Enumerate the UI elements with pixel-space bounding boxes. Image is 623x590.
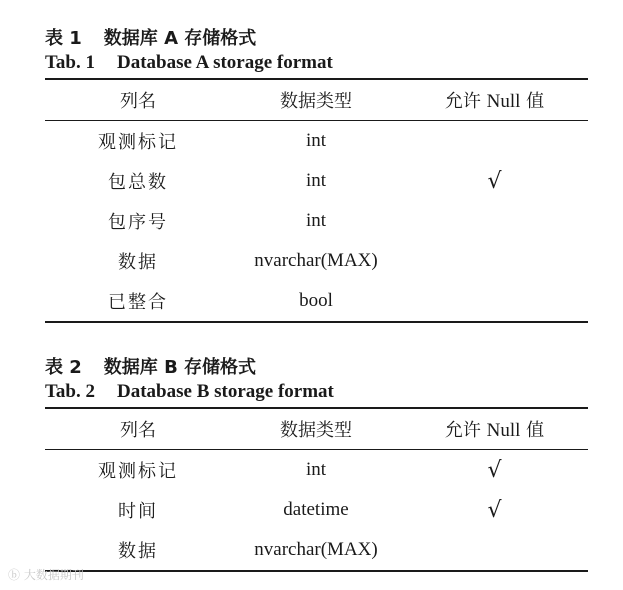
table-b-caption-en bbox=[45, 381, 588, 407]
table-a-cell-name: 包序号 bbox=[108, 212, 168, 233]
table-b-header-type: 数据类型 bbox=[280, 420, 352, 441]
table-row bbox=[45, 201, 588, 241]
table-a bbox=[45, 78, 588, 323]
table-a-cell-null bbox=[401, 121, 588, 162]
table-a-cell-null bbox=[401, 241, 588, 281]
table-a-cell-type: int bbox=[305, 170, 327, 191]
table-a-header-type: 数据类型 bbox=[280, 91, 352, 112]
table-a-cell-name: 已整合 bbox=[108, 292, 168, 313]
table-row bbox=[45, 450, 588, 491]
table-a-caption-cn bbox=[45, 28, 588, 52]
watermark-text: 大数据期刊 bbox=[23, 568, 84, 582]
table-a-header-null-suffix: 值 bbox=[526, 91, 545, 112]
table-b-cell-type: int bbox=[305, 459, 327, 480]
table-row bbox=[45, 281, 588, 322]
table-b-header-null-prefix: 允许 bbox=[444, 420, 481, 441]
table-a-cell-name: 观测标记 bbox=[98, 132, 178, 153]
table-b-header-null bbox=[401, 408, 588, 450]
table-a-cell-name: 包总数 bbox=[108, 172, 168, 193]
table-b-cell-null: √ bbox=[487, 497, 502, 523]
table-row bbox=[45, 121, 588, 162]
table-row bbox=[45, 530, 588, 571]
table-b-cell-null bbox=[401, 530, 588, 571]
table-b-caption-en-title: Database B storage format bbox=[117, 381, 334, 402]
table-a-caption-en-title: Database A storage format bbox=[117, 52, 333, 73]
table-a-cell-type: int bbox=[305, 210, 327, 231]
table-a-cell-null bbox=[401, 281, 588, 322]
table-row bbox=[45, 490, 588, 530]
table-row bbox=[45, 161, 588, 201]
table-b-caption-cn-number: 表 2 bbox=[45, 357, 82, 378]
table-a-cell-type: bool bbox=[299, 290, 333, 311]
table-b-cell-null: √ bbox=[487, 457, 502, 483]
table-b-cell-type: nvarchar(MAX) bbox=[254, 539, 378, 560]
table-b-caption-cn bbox=[45, 357, 588, 381]
table-b-block bbox=[45, 357, 588, 572]
table-b-cell-name: 数据 bbox=[118, 541, 158, 562]
table-b-header-null-suffix: 值 bbox=[526, 420, 545, 441]
table-a-cell-null: √ bbox=[487, 168, 502, 194]
watermark-logo-icon: ⓑ bbox=[8, 568, 21, 582]
table-a-header-null-prefix: 允许 bbox=[444, 91, 481, 112]
table-b-header-name: 列名 bbox=[120, 420, 156, 441]
table-a-header-row bbox=[45, 79, 588, 121]
table-b-caption-en-number: Tab. 2 bbox=[45, 381, 95, 402]
table-b-cell-type: datetime bbox=[283, 499, 349, 520]
table-b bbox=[45, 407, 588, 572]
table-b-header-row bbox=[45, 408, 588, 450]
table-a-caption-en bbox=[45, 52, 588, 78]
table-b-cell-name: 观测标记 bbox=[98, 461, 178, 482]
table-a-cell-type: nvarchar(MAX) bbox=[254, 250, 378, 271]
table-a-header-name: 列名 bbox=[120, 91, 156, 112]
table-b-cell-name: 时间 bbox=[118, 501, 158, 522]
table-a-caption-cn-title: 数据库 A 存储格式 bbox=[103, 28, 257, 49]
table-a-caption-en-number: Tab. 1 bbox=[45, 52, 95, 73]
watermark bbox=[8, 566, 84, 583]
table-a-header-null bbox=[401, 79, 588, 121]
table-b-caption-cn-title: 数据库 B 存储格式 bbox=[103, 357, 257, 378]
table-a-block bbox=[45, 28, 588, 323]
table-b-header-null-en: Null bbox=[486, 420, 521, 441]
table-a-caption-cn-number: 表 1 bbox=[45, 28, 82, 49]
table-a-cell-name: 数据 bbox=[118, 252, 158, 273]
table-a-cell-type: int bbox=[305, 130, 327, 151]
table-a-cell-null bbox=[401, 201, 588, 241]
table-row bbox=[45, 241, 588, 281]
table-a-header-null-en: Null bbox=[486, 91, 521, 112]
